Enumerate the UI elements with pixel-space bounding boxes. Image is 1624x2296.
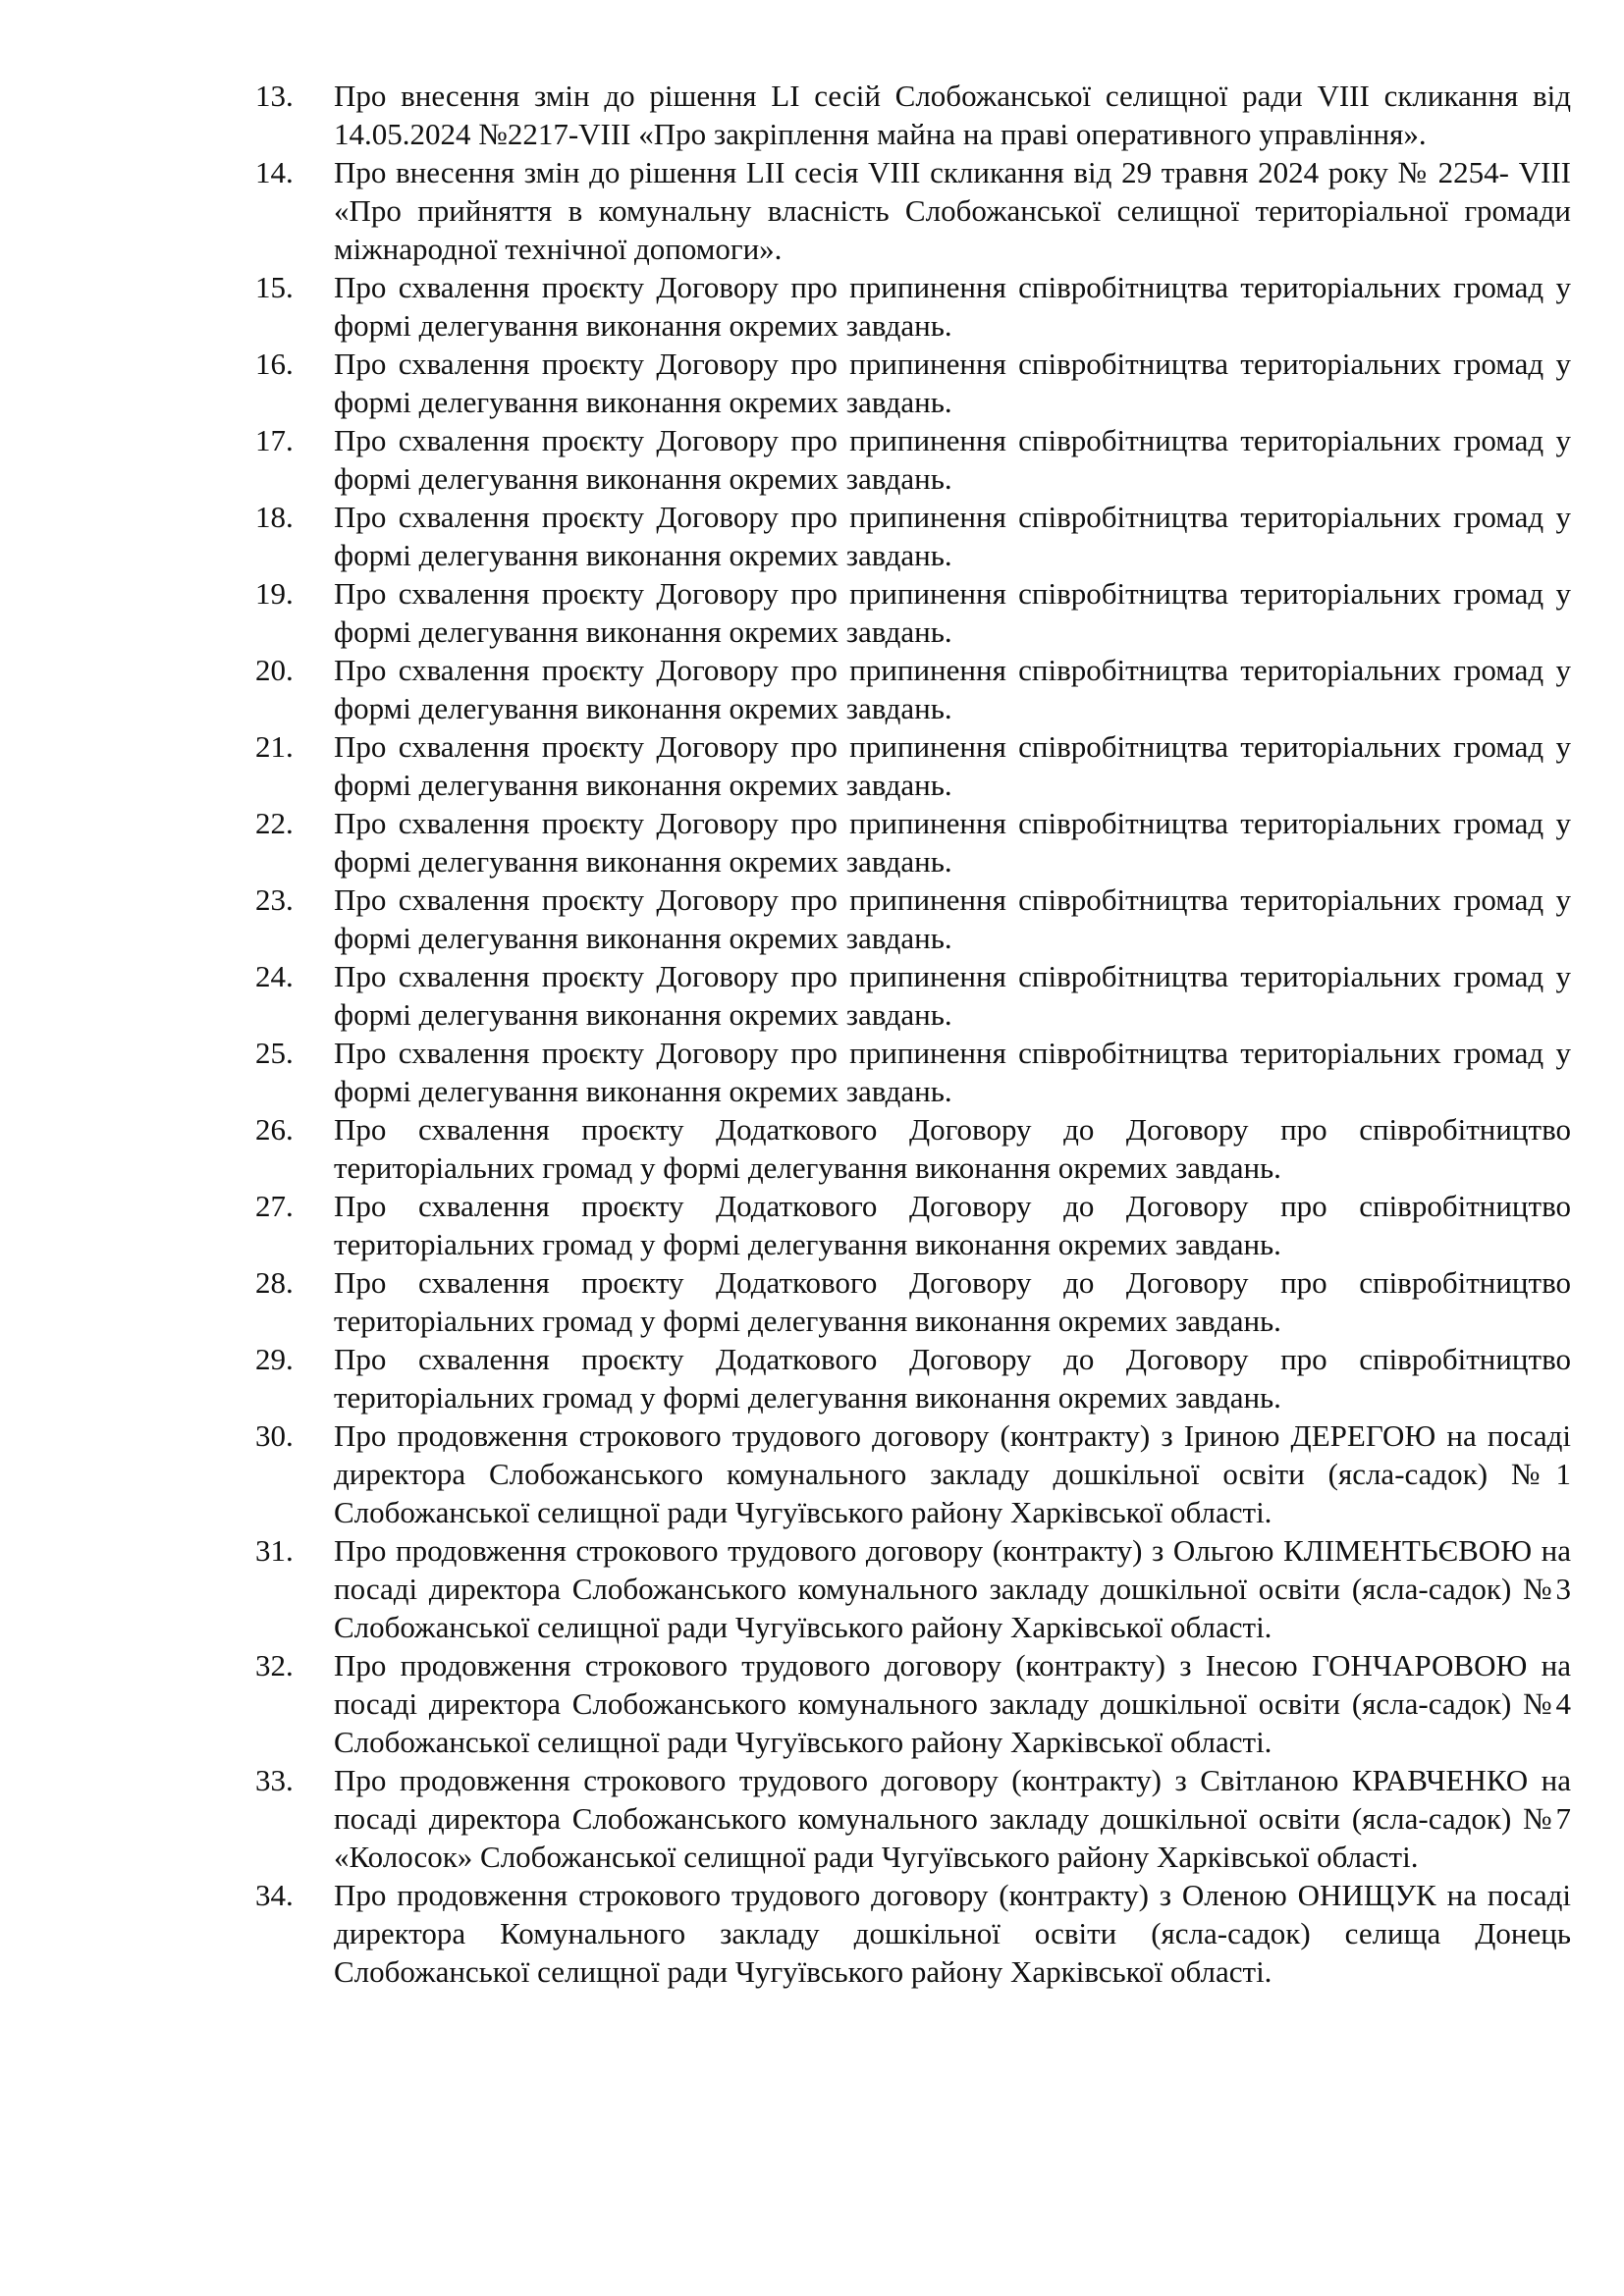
agenda-item bbox=[255, 77, 1571, 153]
agenda-item-number: 34. bbox=[255, 1878, 294, 1912]
agenda-item-number: 21. bbox=[255, 729, 294, 764]
agenda-item bbox=[255, 1531, 1571, 1646]
agenda-item-number: 14. bbox=[255, 155, 294, 189]
agenda-item bbox=[255, 268, 1571, 345]
agenda-item-text: Про продовження строкового трудового договору (контракту) з Іриною ДЕРЕГОЮ на посаді директора Слобожанського комунального закладу дошкільної освіти (ясла-садок) №1 Слобожанської селищної ради Чугуївського району Харківської області. bbox=[334, 1418, 1571, 1529]
agenda-item-text: Про схвалення проєкту Додаткового Договору до Договору про співробітництво територіальних громад у формі делегування виконання окремих завдань. bbox=[334, 1112, 1571, 1185]
agenda-item-text: Про схвалення проєкту Договору про припинення співробітництва територіальних громад у формі делегування виконання окремих завдань. bbox=[334, 1036, 1571, 1108]
agenda-item-number: 16. bbox=[255, 347, 294, 381]
agenda-item bbox=[255, 421, 1571, 498]
agenda-item-number: 18. bbox=[255, 500, 294, 534]
agenda-item-number: 15. bbox=[255, 270, 294, 304]
agenda-item bbox=[255, 1416, 1571, 1531]
agenda-item-text: Про схвалення проєкту Договору про припинення співробітництва територіальних громад у формі делегування виконання окремих завдань. bbox=[334, 347, 1571, 419]
agenda-item-text: Про продовження строкового трудового договору (контракту) з Ольгою КЛІМЕНТЬЄВОЮ на посаді директора Слобожанського комунального закладу дошкільної освіти (ясла-садок) №3 Слобожанської селищної ради Чугуївського району Харківської області. bbox=[334, 1533, 1571, 1644]
agenda-item-number: 32. bbox=[255, 1648, 294, 1682]
agenda-item-text: Про схвалення проєкту Договору про припинення співробітництва територіальних громад у формі делегування виконання окремих завдань. bbox=[334, 500, 1571, 572]
agenda-item-text: Про схвалення проєкту Договору про припинення співробітництва територіальних громад у формі делегування виконання окремих завдань. bbox=[334, 576, 1571, 649]
agenda-item bbox=[255, 1263, 1571, 1340]
agenda-item bbox=[255, 1646, 1571, 1761]
agenda-item-text: Про внесення змін до рішення LI сесій Слобожанської селищної ради VIII скликання від 14.05.2024 №2217-VIII «Про закріплення майна на праві оперативного управління». bbox=[334, 79, 1571, 151]
agenda-item-number: 25. bbox=[255, 1036, 294, 1070]
agenda-item bbox=[255, 1761, 1571, 1876]
agenda-item bbox=[255, 1340, 1571, 1416]
agenda-item bbox=[255, 1110, 1571, 1187]
agenda-item-number: 22. bbox=[255, 806, 294, 840]
agenda-item-number: 17. bbox=[255, 423, 294, 457]
agenda-item bbox=[255, 804, 1571, 881]
agenda-item bbox=[255, 1876, 1571, 1991]
agenda-list bbox=[255, 77, 1571, 1991]
agenda-item bbox=[255, 881, 1571, 957]
agenda-item-number: 24. bbox=[255, 959, 294, 993]
agenda-item-text: Про схвалення проєкту Договору про припинення співробітництва територіальних громад у формі делегування виконання окремих завдань. bbox=[334, 653, 1571, 725]
agenda-item-text: Про внесення змін до рішення LII сесія VIII скликання від 29 травня 2024 року № 2254- VIII «Про прийняття в комунальну власність Слобожанської селищної територіальної громади міжнародної технічної допомоги». bbox=[334, 155, 1571, 266]
agenda-item bbox=[255, 498, 1571, 574]
agenda-item-number: 31. bbox=[255, 1533, 294, 1568]
agenda-item-text: Про схвалення проєкту Договору про припинення співробітництва територіальних громад у формі делегування виконання окремих завдань. bbox=[334, 806, 1571, 879]
agenda-item-number: 13. bbox=[255, 79, 294, 113]
agenda-item-text: Про схвалення проєкту Додаткового Договору до Договору про співробітництво територіальних громад у формі делегування виконання окремих завдань. bbox=[334, 1189, 1571, 1261]
agenda-item-text: Про схвалення проєкту Договору про припинення співробітництва територіальних громад у формі делегування виконання окремих завдань. bbox=[334, 882, 1571, 955]
agenda-item-number: 29. bbox=[255, 1342, 294, 1376]
agenda-item-number: 30. bbox=[255, 1418, 294, 1453]
agenda-item-number: 27. bbox=[255, 1189, 294, 1223]
agenda-item-number: 26. bbox=[255, 1112, 294, 1147]
agenda-item bbox=[255, 1187, 1571, 1263]
agenda-item-number: 19. bbox=[255, 576, 294, 611]
agenda-item-number: 28. bbox=[255, 1265, 294, 1300]
agenda-item-number: 33. bbox=[255, 1763, 294, 1797]
agenda-item-number: 23. bbox=[255, 882, 294, 917]
agenda-item bbox=[255, 957, 1571, 1034]
agenda-item bbox=[255, 574, 1571, 651]
agenda-item-text: Про продовження строкового трудового договору (контракту) з Оленою ОНИЩУК на посаді директора Комунального закладу дошкільної освіти (ясла-садок) селища Донець Слобожанської селищної ради Чугуївського району Харківської області. bbox=[334, 1878, 1571, 1989]
agenda-item-text: Про схвалення проєкту Договору про припинення співробітництва територіальних громад у формі делегування виконання окремих завдань. bbox=[334, 959, 1571, 1032]
agenda-item-text: Про схвалення проєкту Додаткового Договору до Договору про співробітництво територіальних громад у формі делегування виконання окремих завдань. bbox=[334, 1265, 1571, 1338]
agenda-item-text: Про схвалення проєкту Договору про припинення співробітництва територіальних громад у формі делегування виконання окремих завдань. bbox=[334, 729, 1571, 802]
agenda-item-number: 20. bbox=[255, 653, 294, 687]
agenda-item-text: Про схвалення проєкту Додаткового Договору до Договору про співробітництво територіальних громад у формі делегування виконання окремих завдань. bbox=[334, 1342, 1571, 1415]
agenda-item bbox=[255, 153, 1571, 268]
agenda-item-text: Про продовження строкового трудового договору (контракту) з Інесою ГОНЧАРОВОЮ на посаді директора Слобожанського комунального закладу дошкільної освіти (ясла-садок) №4 Слобожанської селищної ради Чугуївського району Харківської області. bbox=[334, 1648, 1571, 1759]
agenda-item-text: Про схвалення проєкту Договору про припинення співробітництва територіальних громад у формі делегування виконання окремих завдань. bbox=[334, 423, 1571, 496]
agenda-item bbox=[255, 1034, 1571, 1110]
agenda-item-text: Про схвалення проєкту Договору про припинення співробітництва територіальних громад у формі делегування виконання окремих завдань. bbox=[334, 270, 1571, 343]
agenda-item bbox=[255, 727, 1571, 804]
agenda-item bbox=[255, 345, 1571, 421]
agenda-item bbox=[255, 651, 1571, 727]
agenda-item-text: Про продовження строкового трудового договору (контракту) з Світланою КРАВЧЕНКО на посаді директора Слобожанського комунального закладу дошкільної освіти (ясла-садок) №7 «Колосок» Слобожанської селищної ради Чугуївського району Харківської області. bbox=[334, 1763, 1571, 1874]
